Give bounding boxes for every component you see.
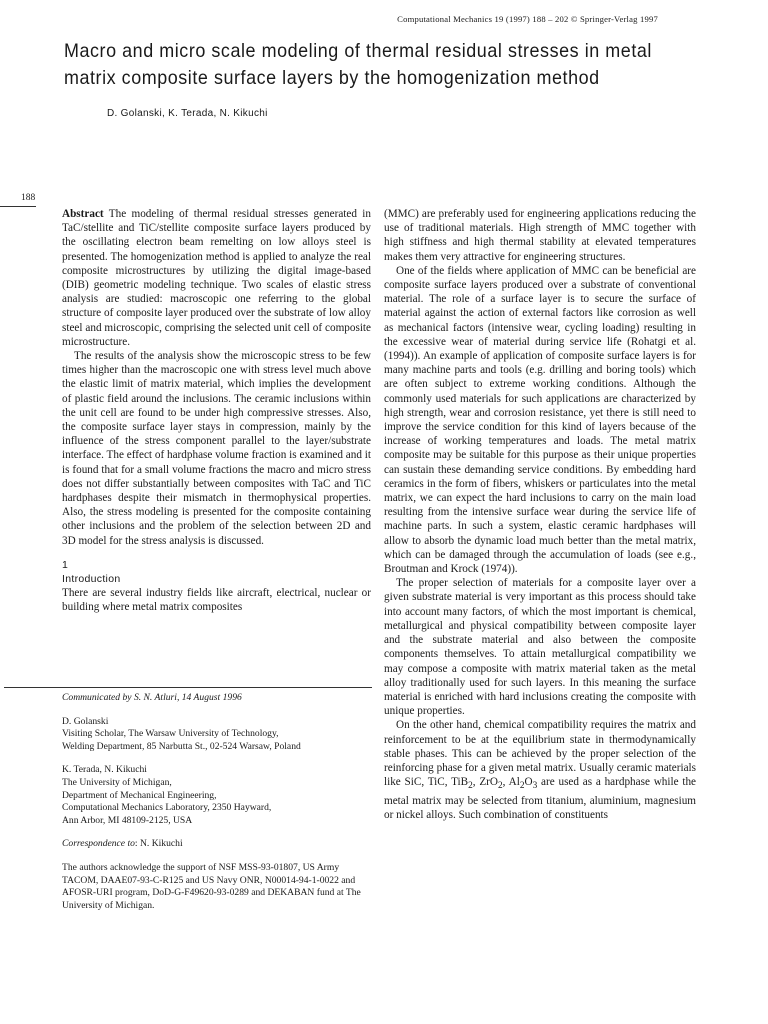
affiliation-line: K. Terada, N. Kikuchi <box>62 764 147 776</box>
affiliation-line: The University of Michigan, <box>62 776 172 788</box>
footnotes <box>62 692 371 923</box>
affiliation-line: Ann Arbor, MI 48109-2125, USA <box>62 814 193 826</box>
intro-paragraph-1-cont: (MMC) are preferably used for engineering applications reducing the use of traditional materials. High strength of MMC together with high stiffness and high thermal stability at elevated temperatures makes them very attractive for engineering structures. <box>384 208 696 263</box>
abstract-text-1: The modeling of thermal residual stresses generated in TaC/stellite and TiC/stellite composite surface layers produced by the oscillating electron beam remelting on low alloys steel is presented. The homogenization method is applied to analyze the real composite microstructures by utilizing the digital image-based (DIB) geometric modeling technique. Two scales of elastic stress analysis are studied: macroscopic one referring to the global structure of composite layer produced over the substrate of low alloy steel and microscopic, comprising the selected unit cell of composite microstructure. <box>62 208 371 348</box>
affiliation-line: Welding Department, 85 Narbutta St., 02-524 Warsaw, Poland <box>62 740 301 752</box>
correspondence-note <box>62 838 371 851</box>
golanski-affiliation <box>62 716 371 754</box>
paper-title <box>64 38 653 92</box>
p4-text-c: , Al <box>502 776 520 789</box>
p4-text-e: are used as a hardphase while the metal matrix may be selected from titanium, aluminium, magnesium or nickel alloys. Such combination of constituents <box>384 776 697 821</box>
intro-paragraph-3: The proper selection of materials for a composite layer over a given substrate material is very important as this process should take into account many factors, of which the most important is chemical, metallurgical and physical compatibility between composite layer and the substrate material and also between the composite components themselves. To attain metallurgical compatibility we may compose a composite with matrix material taken as the metal alloy traditionally used for such layers. In this meaning the surface material is enriched with hard inclusions creating the composite with unique properties. <box>384 577 696 718</box>
title-line-2: matrix composite surface layers by the homogenization method <box>64 67 600 89</box>
abstract-paragraph-1 <box>62 207 371 349</box>
introduction-paragraph-1: There are several industry fields like aircraft, electrical, nuclear or building where metal matrix composites <box>62 586 371 614</box>
correspondence-name: : N. Kikuchi <box>134 838 183 850</box>
right-column <box>384 207 696 822</box>
p4-sub-2: 2 <box>498 781 503 792</box>
p4-text-b: , ZrO <box>472 776 498 789</box>
abstract-label: Abstract <box>62 208 104 220</box>
affiliation-line: Department of Mechanical Engineering, <box>62 789 217 801</box>
correspondence-label: Correspondence to <box>62 838 135 850</box>
intro-paragraph-4 <box>384 718 696 822</box>
journal-header: Computational Mechanics 19 (1997) 188 – 202 © Springer-Verlag 1997 <box>397 14 658 24</box>
affiliation-line: Visiting Scholar, The Warsaw University of Technology, <box>62 728 279 740</box>
p4-text-d: O <box>524 776 533 789</box>
title-line-1: Macro and micro scale modeling of thermal residual stresses in metal <box>64 40 652 62</box>
p4-sub-4: 3 <box>532 781 538 792</box>
p4-sub-1: 2 <box>468 781 473 792</box>
communicated-note: Communicated by S. N. Atluri, 14 August 1996 <box>62 692 242 703</box>
p4-text-a: On the other hand, chemical compatibility requires the matrix and reinforcement to be at the equilibrium state in thermodynamically stable phases. This can be achieved by the proper selection of the reinforcing phase for a given metal matrix. Usually ceramic materials like SiC, TiC, TiB <box>384 719 696 789</box>
page-number-rule <box>0 206 36 207</box>
authors: D. Golanski, K. Terada, N. Kikuchi <box>107 108 268 119</box>
intro-paragraph-2: One of the fields where application of MMC can be beneficial are composite surface layers produced over a substrate of conventional material. The role of a surface layer is to secure the surface of material against the action of external factors like corrosion as well as mechanical factors (intensive wear, cycling loading) resulting in the excessive wear of material during service life (Rohatgi et al. (1994)). An example of application of composite surface layers is for many machine parts and tools (e.g. drilling and boring tools) which are often subject to extreme working conditions. Although the commonly used materials for such applications are characterized by high strength, wear and corrosion resistance, yet there is still need to improve the service condition for this kind of layers because of the increase of working temperatures and loads. The metal matrix composite may be suitable for this purpose as their unique properties can sustain these demanding service conditions. By embedding hard ceramics in the form of fibers, whiskers or particulates into the metal matrix, we can expect the hard inclusions to carry on the main load resulting from the intensive surface wear during the service life of machine parts. In such a system, elastic ceramic hardphases will allow to absorb the dynamic load much better than the metal matrix, which can be damaged through the accumulation of loads (see e.g., Broutman and Krock (1974)). <box>384 264 696 576</box>
left-column <box>62 207 371 614</box>
affiliation-line: D. Golanski <box>62 715 109 727</box>
acknowledgment-note: The authors acknowledge the support of NSF MSS-93-01807, US Army TACOM, DAAE07-93-C-R125 and US Navy ONR, N00014-94-1-0022 and AFOSR-URI program, DoD-G-F49620-93-0289 and DEKABAN fund at The University of Michigan. <box>62 861 361 911</box>
p4-sub-3: 2 <box>519 781 525 792</box>
section-number: 1 <box>62 558 68 571</box>
footnote-rule <box>4 687 372 688</box>
page-number: 188 <box>21 193 36 203</box>
affiliation-line: Computational Mechanics Laboratory, 2350 Hayward, <box>62 802 272 814</box>
section-title: Introduction <box>62 572 121 585</box>
terada-kikuchi-affiliation <box>62 764 371 827</box>
abstract-paragraph-2: The results of the analysis show the microscopic stress to be few times higher than the macroscopic one with stress level much above the elastic limit of matrix material, which implies the development of plastic field around the inclusions. The ceramic inclusions within the unit cell are found to be under high compressive stresses. Also, the composite surface layer stays in compression, mainly by the influence of the stress component parallel to the layer/substrate interface. The effect of hardphase volume fraction is examined and it is found that for a small volume fractions the macro and micro stress does not differ substantially between composites with TaC and TiC hardphases despite their mismatch in thermophysical properties. Also, the stress modeling is presented for the composite containing other inclusions and the problem of the selection between 2D and 3D model for the stress analysis is discussed. <box>62 350 371 547</box>
